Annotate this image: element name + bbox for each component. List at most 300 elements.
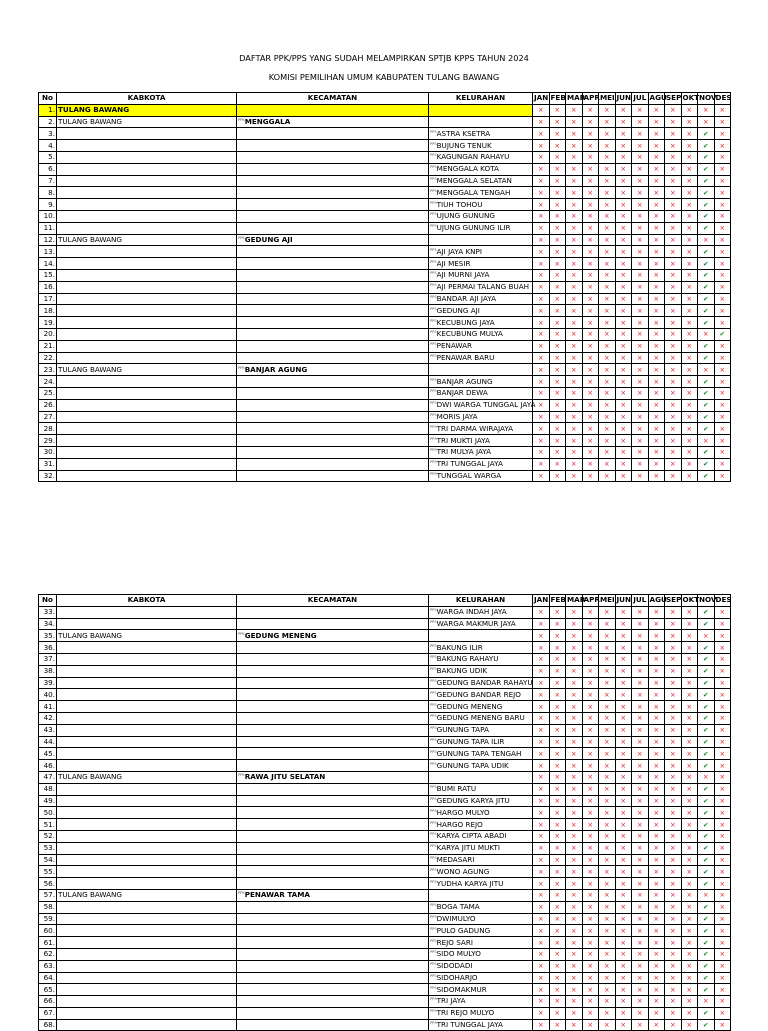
row-number: 64. [39,972,57,984]
cross-icon [533,163,550,175]
pps-prefix: PPS [430,212,437,217]
check-mark: ✔ [702,471,709,480]
cross-icon [698,996,715,1008]
cross-mark: × [653,761,660,770]
cross-icon [615,281,632,293]
kabkota-cell [57,210,237,222]
cross-icon [681,435,698,447]
table-row [39,913,731,925]
cross-icon [665,222,682,234]
cross-icon [599,665,616,677]
cross-icon [665,819,682,831]
kabkota-cell [57,606,237,618]
kelurahan-name: BANJAR AGUNG [436,376,493,386]
check-icon [698,175,715,187]
kelurahan-name: WARGA INDAH JAYA [436,607,507,617]
kelurahan-name: TRI JAYA [436,996,466,1006]
cross-icon [566,1007,583,1019]
cross-mark: × [603,412,610,421]
cross-icon [599,199,616,211]
cross-mark: × [719,820,726,829]
cross-icon [632,387,649,399]
cross-icon [533,387,550,399]
row-number: 46. [39,760,57,772]
cross-mark: × [554,259,561,268]
kelurahan-name: AJI PERMAI TALANG BUAH [436,282,530,292]
cross-icon [681,151,698,163]
cross-mark: × [636,306,643,315]
cross-mark: × [587,926,594,935]
pps-prefix: PPS [430,1021,437,1026]
pps-prefix: PPK [238,235,245,240]
cross-mark: × [570,832,577,841]
kecamatan-cell [237,175,429,187]
cross-icon [681,842,698,854]
kelurahan-cell [429,972,533,984]
cross-mark: × [669,714,676,723]
cross-icon [599,1019,616,1031]
cross-icon [632,305,649,317]
cross-mark: × [636,1009,643,1018]
kecamatan-cell [237,748,429,760]
cross-icon [533,258,550,270]
cross-icon [582,376,599,388]
check-mark: ✔ [702,737,709,746]
cross-mark: × [669,471,676,480]
kabkota-cell [57,140,237,152]
kecamatan-cell [237,352,429,364]
cross-icon [566,677,583,689]
cross-icon [615,151,632,163]
cross-icon [681,1007,698,1019]
cross-icon [632,151,649,163]
cross-icon [599,748,616,760]
check-mark: ✔ [702,655,709,664]
kelurahan-name: HARGO REJO [436,819,483,829]
cross-mark: × [686,631,693,640]
cross-icon [549,984,566,996]
cross-mark: × [587,377,594,386]
row-number: 37. [39,653,57,665]
cross-icon [615,128,632,140]
row-number: 9. [39,199,57,211]
cross-icon [681,689,698,701]
cross-icon [632,258,649,270]
cross-icon [549,771,566,783]
kecamatan-cell [237,387,429,399]
cross-mark: × [587,973,594,982]
column-header: APR [583,595,600,605]
cross-icon [566,104,583,116]
table-row [39,1007,731,1019]
cross-mark: × [686,271,693,280]
cross-mark: × [636,200,643,209]
cross-icon [599,606,616,618]
cross-mark: × [719,631,726,640]
cross-icon [632,842,649,854]
cross-icon [566,435,583,447]
cross-mark: × [620,690,627,699]
cross-mark: × [686,785,693,794]
row-number: 50. [39,807,57,819]
cross-icon [632,689,649,701]
cross-mark: × [603,365,610,374]
cross-mark: × [603,141,610,150]
cross-icon [533,246,550,258]
cross-mark: × [620,808,627,817]
cross-icon [714,712,731,724]
cross-mark: × [669,903,676,912]
cross-mark: × [570,436,577,445]
cross-mark: × [636,212,643,221]
cross-icon [648,423,665,435]
check-icon [698,866,715,878]
cross-mark: × [587,318,594,327]
check-icon [698,128,715,140]
cross-mark: × [686,436,693,445]
cross-icon [648,1019,665,1031]
check-mark: ✔ [702,247,709,256]
check-icon [698,830,715,842]
cross-icon [582,665,599,677]
cross-icon [615,187,632,199]
pps-prefix: PPS [430,176,437,181]
check-icon [698,151,715,163]
kabkota-cell [57,305,237,317]
check-mark: ✔ [702,165,709,174]
cross-icon [599,435,616,447]
cross-mark: × [669,796,676,805]
cross-icon [681,293,698,305]
cross-icon [566,199,583,211]
check-mark: ✔ [702,914,709,923]
cross-mark: × [702,773,709,782]
kecamatan-cell [237,878,429,890]
cross-icon [714,281,731,293]
kabkota-cell [57,653,237,665]
cross-icon [566,901,583,913]
table-row [39,364,731,376]
cross-icon [582,340,599,352]
cross-mark: × [653,997,660,1006]
check-icon [698,423,715,435]
cross-icon [714,889,731,901]
cross-icon [665,140,682,152]
table-row [39,399,731,411]
kelurahan-cell [429,210,533,222]
kelurahan-cell [429,736,533,748]
cross-mark: × [669,294,676,303]
cross-mark: × [719,389,726,398]
cross-mark: × [686,1021,693,1030]
kabkota-cell [57,1007,237,1019]
table-row [39,972,731,984]
cross-icon [648,771,665,783]
cross-icon [599,187,616,199]
document-title: DAFTAR PPK/PPS YANG SUDAH MELAMPIRKAN SPTJB KPPS TAHUN 2024 [239,53,529,63]
cross-mark: × [686,678,693,687]
cross-icon [549,199,566,211]
pps-prefix: PPS [430,950,437,955]
cross-icon [599,352,616,364]
pps-prefix: PPS [430,749,437,754]
cross-icon [665,748,682,760]
cross-icon [582,1019,599,1031]
cross-icon [681,423,698,435]
cross-icon [681,771,698,783]
cross-icon [566,889,583,901]
cross-icon [549,795,566,807]
kecamatan-cell [237,972,429,984]
cross-mark: × [620,377,627,386]
pps-prefix: PPS [430,353,437,358]
kabkota-cell [57,878,237,890]
check-mark: ✔ [702,176,709,185]
cross-mark: × [669,1021,676,1030]
cross-mark: × [554,283,561,292]
check-mark: ✔ [702,938,709,947]
cross-mark: × [537,726,544,735]
kelurahan-name: KECUBUNG JAYA [436,317,495,327]
cross-icon [698,771,715,783]
pps-prefix: PPS [430,643,437,648]
cross-icon [632,163,649,175]
cross-mark: × [719,761,726,770]
pps-prefix: PPS [430,436,437,441]
cross-icon [665,210,682,222]
cross-mark: × [686,471,693,480]
cross-mark: × [686,608,693,617]
table-row [39,960,731,972]
cross-icon [648,819,665,831]
kecamatan-name: GEDUNG MENENG [244,630,317,640]
cross-icon [549,411,566,423]
cross-mark: × [554,973,561,982]
cross-icon [714,435,731,447]
pps-prefix: PPS [430,389,437,394]
check-icon [698,937,715,949]
row-number: 25. [39,387,57,399]
cross-mark: × [653,690,660,699]
cross-icon [549,210,566,222]
pps-prefix: PPS [430,318,437,323]
table-row [39,116,731,128]
kabkota-cell: TULANG BAWANG [57,116,237,128]
kelurahan-name: TRI REJO MULYO [436,1008,495,1018]
cross-mark: × [669,855,676,864]
kecamatan-name: GEDUNG AJI [244,234,293,244]
cross-icon [632,712,649,724]
cross-mark: × [620,330,627,339]
cross-icon [566,701,583,713]
cross-icon [648,724,665,736]
check-mark: ✔ [702,188,709,197]
cross-icon [632,281,649,293]
cross-icon [714,665,731,677]
check-mark: ✔ [702,808,709,817]
cross-icon [681,199,698,211]
cross-icon [549,830,566,842]
cross-mark: × [587,141,594,150]
row-number: 53. [39,842,57,854]
cross-icon [648,387,665,399]
cross-mark: × [603,702,610,711]
cross-mark: × [636,808,643,817]
row-number: 38. [39,665,57,677]
cross-mark: × [603,985,610,994]
cross-icon [566,281,583,293]
check-icon [698,972,715,984]
check-mark: ✔ [702,879,709,888]
column-header: KELURAHAN [429,595,533,607]
cross-mark: × [537,631,544,640]
cross-mark: × [719,844,726,853]
cross-mark: × [570,117,577,126]
kabkota-cell [57,352,237,364]
column-header: OKT [682,93,700,103]
cross-mark: × [537,655,544,664]
cross-icon [615,842,632,854]
cross-icon [665,960,682,972]
cross-icon [549,340,566,352]
kecamatan-cell [237,771,429,783]
table-row [39,222,731,234]
cross-mark: × [686,855,693,864]
cross-icon [599,960,616,972]
cross-icon [714,246,731,258]
cross-icon [615,937,632,949]
kelurahan-cell [429,630,533,642]
cross-mark: × [603,212,610,221]
cross-icon [632,246,649,258]
cross-icon [714,305,731,317]
cross-icon [714,163,731,175]
cross-mark: × [603,844,610,853]
cross-icon [665,878,682,890]
check-mark: ✔ [702,389,709,398]
cross-mark: × [636,106,643,115]
cross-icon [533,618,550,630]
cross-mark: × [719,153,726,162]
cross-icon [648,470,665,482]
cross-mark: × [554,424,561,433]
cross-mark: × [686,153,693,162]
cross-mark: × [537,950,544,959]
cross-icon [599,163,616,175]
cross-icon [549,317,566,329]
kelurahan-cell [429,340,533,352]
cross-mark: × [719,188,726,197]
table-row [39,996,731,1008]
cross-icon [599,293,616,305]
cross-mark: × [653,424,660,433]
cross-mark: × [620,832,627,841]
cross-mark: × [636,726,643,735]
cross-icon [665,606,682,618]
kelurahan-name: TRI TUNGGAL JAYA [436,1020,503,1030]
cross-icon [681,642,698,654]
cross-mark: × [554,761,561,770]
kelurahan-name: BAKUNG ILIR [436,642,483,652]
cross-mark: × [587,950,594,959]
cross-mark: × [653,832,660,841]
table-row [39,352,731,364]
kelurahan-cell [429,724,533,736]
kelurahan-cell [429,618,533,630]
cross-mark: × [669,820,676,829]
cross-mark: × [719,985,726,994]
cross-icon [599,328,616,340]
cross-mark: × [719,655,726,664]
cross-mark: × [686,832,693,841]
kelurahan-cell [429,653,533,665]
cross-mark: × [554,153,561,162]
cross-icon [632,878,649,890]
cross-mark: × [669,401,676,410]
cross-icon [681,783,698,795]
cross-mark: × [603,424,610,433]
row-number: 31. [39,458,57,470]
cross-icon [582,328,599,340]
cross-icon [648,783,665,795]
check-icon [698,281,715,293]
cross-mark: × [669,424,676,433]
column-header: DES [715,595,732,605]
check-mark: ✔ [702,855,709,864]
cross-icon [549,140,566,152]
cross-icon [549,234,566,246]
cross-mark: × [537,259,544,268]
cross-icon [665,665,682,677]
cross-mark: × [719,353,726,362]
pps-prefix: PPS [430,832,437,837]
cross-mark: × [587,655,594,664]
cross-icon [714,387,731,399]
cross-icon [665,795,682,807]
cross-mark: × [669,926,676,935]
check-icon [698,842,715,854]
kelurahan-name: TRI DARMA WIRAJAYA [436,423,514,433]
kabkota-cell [57,175,237,187]
cross-mark: × [537,938,544,947]
table-row [39,411,731,423]
cross-mark: × [554,702,561,711]
cross-mark: × [587,271,594,280]
check-mark: ✔ [702,306,709,315]
pps-prefix: PPS [430,938,437,943]
cross-icon [615,783,632,795]
row-number: 52. [39,830,57,842]
cross-mark: × [587,224,594,233]
cross-icon [615,630,632,642]
cross-mark: × [686,914,693,923]
cross-icon [665,376,682,388]
cross-mark: × [620,389,627,398]
cross-mark: × [719,1009,726,1018]
cross-icon [599,689,616,701]
kelurahan-cell [429,807,533,819]
cross-mark: × [620,153,627,162]
cross-icon [615,736,632,748]
cross-mark: × [570,106,577,115]
cross-icon [533,854,550,866]
cross-icon [615,234,632,246]
kelurahan-name: BAKUNG UDIK [436,666,488,676]
check-icon [698,901,715,913]
cross-icon [665,281,682,293]
cross-icon [566,187,583,199]
cross-icon [599,269,616,281]
